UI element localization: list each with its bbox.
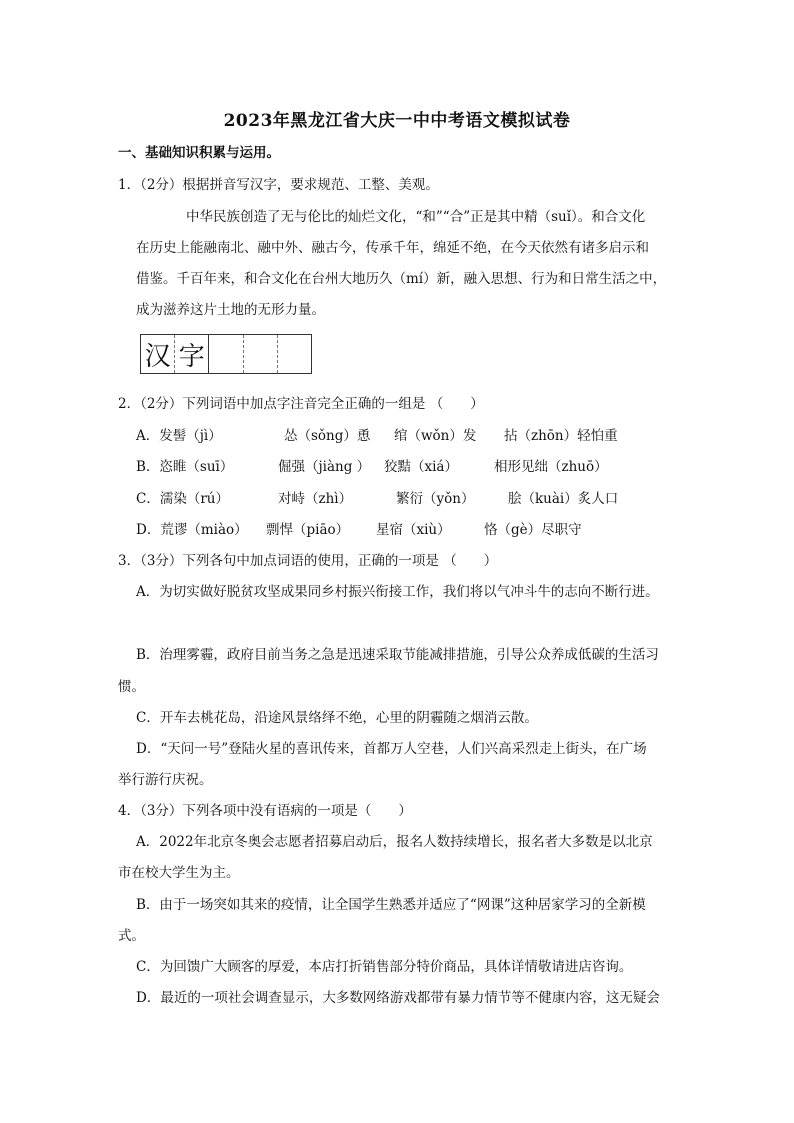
section-heading: 一、基础知识积累与运用。 — [118, 145, 280, 161]
q2-c-term-4: 脍（kuài）炙人口 — [508, 491, 619, 507]
q2-b-term-2: 倔强（jiàng ） — [278, 459, 371, 475]
q1-para-line-2: 在历史上能融南北、融中外、融古今，传承千年，绵延不绝，在今天依然有诸多启示和 — [136, 240, 649, 256]
writing-grid[interactable] — [140, 334, 312, 374]
q2-b-term-4: 相形见绌（zhuō） — [494, 459, 608, 475]
grid-cell-5[interactable] — [278, 335, 311, 373]
q2-d-term-2: 剽悍（piāo） — [266, 522, 350, 538]
q2-stem: 2．（2分）下列词语中加点字注音完全正确的一组是 （ ） — [118, 396, 484, 412]
grid-cell-1[interactable]: 汉 — [141, 335, 175, 373]
q4-stem: 4．（3分）下列各项中没有语病的一项是（ ） — [118, 803, 412, 819]
q2-c-term-1: C．濡染（rú） — [136, 491, 229, 507]
q1-para-line-4: 成为滋养这片土地的无形力量。 — [136, 302, 325, 318]
q4-option-b-cont: 式。 — [118, 928, 145, 944]
grid-cell-2[interactable]: 字 — [175, 335, 209, 373]
q2-a-term-1: A．发髻（jì） — [136, 428, 222, 444]
q4-option-a[interactable]: A．2022年北京冬奥会志愿者招募启动后，报名人数持续增长，报名者大多数是以北京 — [136, 834, 653, 850]
q3-option-b[interactable]: B．治理雾霾，政府目前当务之急是迅速采取节能减排措施，引导公众养成低碳的生活习 — [136, 647, 659, 663]
q3-option-d-cont: 举行游行庆祝。 — [118, 772, 213, 788]
q3-option-a[interactable]: A．为切实做好脱贫攻坚成果同乡村振兴衔接工作，我们将以气冲斗牛的志向不断行进。 — [136, 584, 659, 600]
q4-option-d[interactable]: D．最近的一项社会调查显示，大多数网络游戏都带有暴力情节等不健康内容，这无疑会 — [136, 990, 660, 1006]
q2-d-term-3: 星宿（xiù） — [376, 522, 451, 538]
q2-d-term-1: D．荒谬（miào） — [136, 522, 248, 538]
q3-option-c[interactable]: C．开车去桃花岛，沿途风景络绎不绝，心里的阴霾随之烟消云散。 — [136, 710, 538, 726]
q4-option-a-cont: 市在校大学生为主。 — [118, 865, 240, 881]
q2-c-term-3: 繁衍（yǒn） — [396, 491, 475, 507]
q2-b-term-3: 狡黠（xiá） — [384, 459, 458, 475]
q3-stem: 3．（3分）下列各句中加点词语的使用，正确的一项是 （ ） — [118, 553, 498, 569]
q2-a-term-4: 拈（zhōn）轻怕重 — [504, 428, 618, 444]
q3-option-b-cont: 惯。 — [118, 679, 145, 695]
q2-d-term-4: 恪（gè）尽职守 — [484, 522, 582, 538]
q1-stem: 1．（2分）根据拼音写汉字，要求规范、工整、美观。 — [118, 177, 439, 193]
q4-option-c[interactable]: C．为回馈广大顾客的厚爱，本店打折销售部分特价商品，具体详情敬请进店咨询。 — [136, 959, 633, 975]
q4-option-b[interactable]: B．由于一场突如其来的疫情，让全国学生熟悉并适应了“网课”这种居家学习的全新模 — [136, 897, 646, 913]
page-title: 2023年黑龙江省大庆一中中考语文模拟试卷 — [223, 111, 571, 131]
q2-a-term-3: 绾（wǒn）发 — [394, 428, 477, 444]
q1-para-line-3: 借鉴。千百年来，和合文化在台州大地历久（mí）新，融入思想、行为和日常生活之中， — [136, 271, 667, 287]
q1-para-line-1: 中华民族创造了无与伦比的灿烂文化，“和”“合”正是其中精（suǐ）。和合文化 — [186, 209, 646, 225]
grid-cell-4[interactable] — [244, 335, 278, 373]
q2-a-term-2: 怂（sǒng）恿 — [284, 428, 371, 444]
q3-option-d[interactable]: D．“天问一号”登陆火星的喜讯传来，首都万人空巷，人们兴高采烈走上街头，在广场 — [136, 741, 647, 757]
grid-cell-3[interactable] — [209, 335, 243, 373]
q2-b-term-1: B．恣睢（suī） — [136, 459, 234, 475]
q2-c-term-2: 对峙（zhì） — [278, 491, 353, 507]
